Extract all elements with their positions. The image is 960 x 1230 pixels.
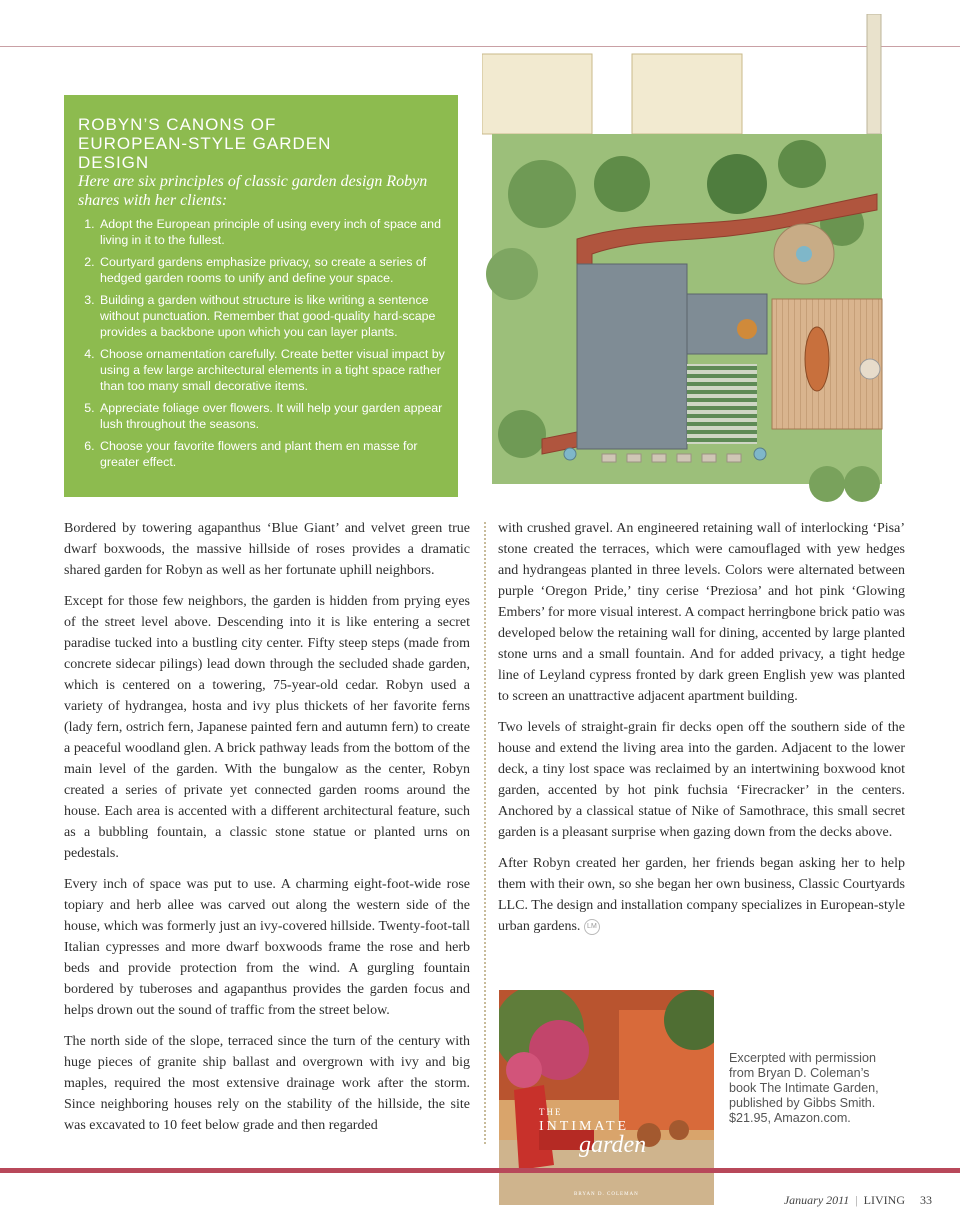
footer-separator: | bbox=[855, 1193, 858, 1207]
article-paragraph: Every inch of space was put to use. A charming eight-foot-wide rose topiary and herb allee was carved out along the western side of the house, which was formerly just an ivy-covered hillside. Twenty-foot-tall Italian cypresses and more dwarf boxwoods frame the rose and herb beds and provide protection from the wind. A gurgling fountain bordered by tuberoses and agapanthus provides the garden focus and helps drown out the sound of traffic from the street below. bbox=[64, 877, 470, 1018]
book-caption: Excerpted with permission from Bryan D. Coleman’s book The Intimate Garden, published by Gibbs Smith. $21.95, Amazon.com. bbox=[729, 1051, 879, 1125]
principle-item: 3. Building a garden without structure is like writing a sentence without punctuation. Remember that good-quality hard-scape provides a backbone upon which you can layer plants. bbox=[98, 292, 448, 340]
end-mark-icon: LM bbox=[584, 919, 600, 935]
article-column-right bbox=[498, 518, 905, 947]
article-paragraph: Two levels of straight-grain fir decks open off the southern side of the house and extend the living area into the garden. Adjacent to the lower deck, a tiny lost space was reclaimed by an intertwining boxwood knot garden, accented by hot pink fuchsia ‘Firecracker’ in the centers. Anchored by a classical statue of Nike of Samothrace, this small secret garden is a pleasant surprise when gazing down from the decks above. bbox=[498, 720, 905, 840]
page-footer bbox=[784, 1193, 932, 1208]
article-paragraph: Except for those few neighbors, the garden is hidden from prying eyes of the street level above. Descending into it is like entering a secret paradise tucked into a bustling city center. Fifty steep steps (made from concrete sidecar pilings) lead down through the secluded shade garden, which is centered on a towering, 75-year-old cedar. Robyn used a variety of hydrangea, hosta and ivy plus thickets of her favorite ferns (lady fern, ostrich fern, Japanese painted fern and autumn fern) to create a peaceful woodland glen. A brick pathway leads from the bottom of the main level of the garden. With the bungalow as the center, Robyn created a series of private yet connected garden rooms around the house. Each area is accented with a different architectural feature, such as a bubbling fountain, a classic stone statue or planted urns on pedestals. bbox=[64, 594, 470, 861]
principle-item: 5. Appreciate foliage over flowers. It will help your garden appear lush throughout the seasons. bbox=[98, 400, 448, 432]
bottom-rule bbox=[0, 1168, 960, 1173]
section-name: LIVING bbox=[863, 1193, 905, 1207]
book-title-script: garden bbox=[579, 1132, 647, 1158]
article-paragraph-text: After Robyn created her garden, her friends began asking her to help them with their own, so she began her own business, Classic Courtyards LLC. The design and installation company specializes in European-style urban gardens. bbox=[498, 856, 905, 934]
principle-item: 4. Choose ornamentation carefully. Create better visual impact by using a few large architectural elements in a tight space rather than too many small decorative items. bbox=[98, 346, 448, 394]
principle-item: 1. Adopt the European principle of using every inch of space and living in it to the fullest. bbox=[98, 216, 448, 248]
principles-list bbox=[78, 216, 448, 470]
book-title-mid: INTIMATE bbox=[539, 1119, 630, 1134]
sidebar-title: ROBYN’S CANONS OF EUROPEAN-STYLE GARDEN DESIGN bbox=[78, 115, 332, 172]
sidebar-subtitle: Here are six principles of classic garden design Robyn shares with her clients: bbox=[78, 173, 428, 209]
page-number: 33 bbox=[920, 1193, 932, 1207]
garden-plan-illustration bbox=[482, 14, 902, 512]
article-paragraph: Bordered by towering agapanthus ‘Blue Giant’ and velvet green true dwarf boxwoods, the massive hillside of roses provides a dramatic shared garden for Robyn as well as her fortunate uphill neighbors. bbox=[64, 521, 470, 578]
article-paragraph: with crushed gravel. An engineered retaining wall of interlocking ‘Pisa’ stone created the terraces, which were camouflaged with yew hedges and hydrangeas planted in three levels. Colors were alternated between purple ‘Oregon Pride,’ tiny cerise ‘Preziosa’ and hot pink ‘Glowing Embers’ for more visual interest. A compact herringbone brick patio was developed below the retaining wall for dining, accented by large planted stone urns and a small fountain. And for added privacy, a tight hedge line of Leyland cypress fronted by dark green English yew was planted to screen an unattractive adjacent apartment building. bbox=[498, 521, 905, 704]
design-canons-sidebar bbox=[64, 95, 458, 497]
article-paragraph: The north side of the slope, terraced since the turn of the century with huge pieces of granite ship ballast and overgrown with ivy and big maples, required the most extensive drainage work after the storm. Since neighboring houses rely on the stability of the hillside, the site was excavated to 10 feet below grade and then regarded bbox=[64, 1034, 470, 1133]
article-column-left bbox=[64, 518, 470, 1146]
issue-date: January 2011 bbox=[783, 1193, 850, 1207]
book-author: BRYAN D. COLEMAN bbox=[574, 1192, 639, 1197]
principle-item: 6. Choose your favorite flowers and plant them en masse for greater effect. bbox=[98, 438, 448, 470]
book-title-top: THE bbox=[539, 1107, 563, 1117]
column-divider bbox=[484, 522, 486, 1144]
article-paragraph-final bbox=[498, 853, 905, 937]
principle-item: 2. Courtyard gardens emphasize privacy, so create a series of hedged garden rooms to unify and define your space. bbox=[98, 254, 448, 286]
